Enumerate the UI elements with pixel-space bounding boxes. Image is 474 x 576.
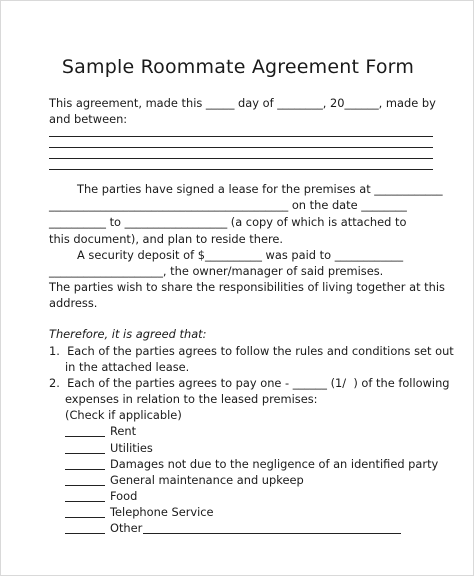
lease-line-4: this document), and plan to reside there. (49, 232, 284, 246)
item-2-line-1: 2. Each of the parties agrees to pay one - ______ (1/ ) of the following (49, 376, 450, 390)
check-label: (Check if applicable) (65, 408, 182, 422)
expense-label: General maintenance and upkeep (110, 473, 304, 487)
expense-label: Telephone Service (110, 505, 214, 519)
deposit-line-1: A security deposit of $__________ was paid to ____________ (77, 248, 404, 262)
lease-line-2: __________________________________________ on the date ________ (49, 198, 407, 212)
expense-checkbox-line (65, 469, 105, 470)
expense-checkbox-line (65, 485, 105, 486)
item-1-line-2: in the attached lease. (65, 360, 190, 374)
expense-checkbox-line (65, 436, 105, 437)
therefore-heading: Therefore, it is agreed that: (49, 327, 207, 341)
share-line-1: The parties wish to share the responsibilities of living together at this (49, 280, 445, 294)
other-expense-line (143, 533, 401, 534)
share-line-2: address. (49, 296, 98, 310)
item-1-line-1: 1. Each of the parties agrees to follow the rules and conditions set out (49, 344, 454, 358)
expense-label: Utilities (110, 441, 153, 455)
expense-checkbox-line (65, 533, 105, 534)
party-line-3 (49, 158, 433, 159)
expense-checkbox-line (65, 501, 105, 502)
party-line-4 (49, 169, 433, 170)
expense-checkbox-line (65, 517, 105, 518)
expense-label: Food (110, 489, 138, 503)
intro-line-1: This agreement, made this _____ day of ________, 20______, made by (49, 96, 436, 110)
expense-label: Other (110, 521, 143, 535)
expense-label: Damages not due to the negligence of an identified party (110, 457, 439, 471)
party-line-1 (49, 136, 433, 137)
expense-label: Rent (110, 424, 137, 438)
lease-line-3: __________ to __________________ (a copy of which is attached to (49, 215, 407, 229)
party-line-2 (49, 147, 433, 148)
deposit-line-2: ____________________, the owner/manager of said premises. (49, 264, 384, 278)
lease-line-1: The parties have signed a lease for the premises at ____________ (77, 182, 443, 196)
document-title: Sample Roommate Agreement Form (61, 56, 415, 78)
item-2-line-2: expenses in relation to the leased premises: (65, 392, 318, 406)
expense-checkbox-line (65, 453, 105, 454)
intro-line-2: and between: (49, 112, 128, 126)
